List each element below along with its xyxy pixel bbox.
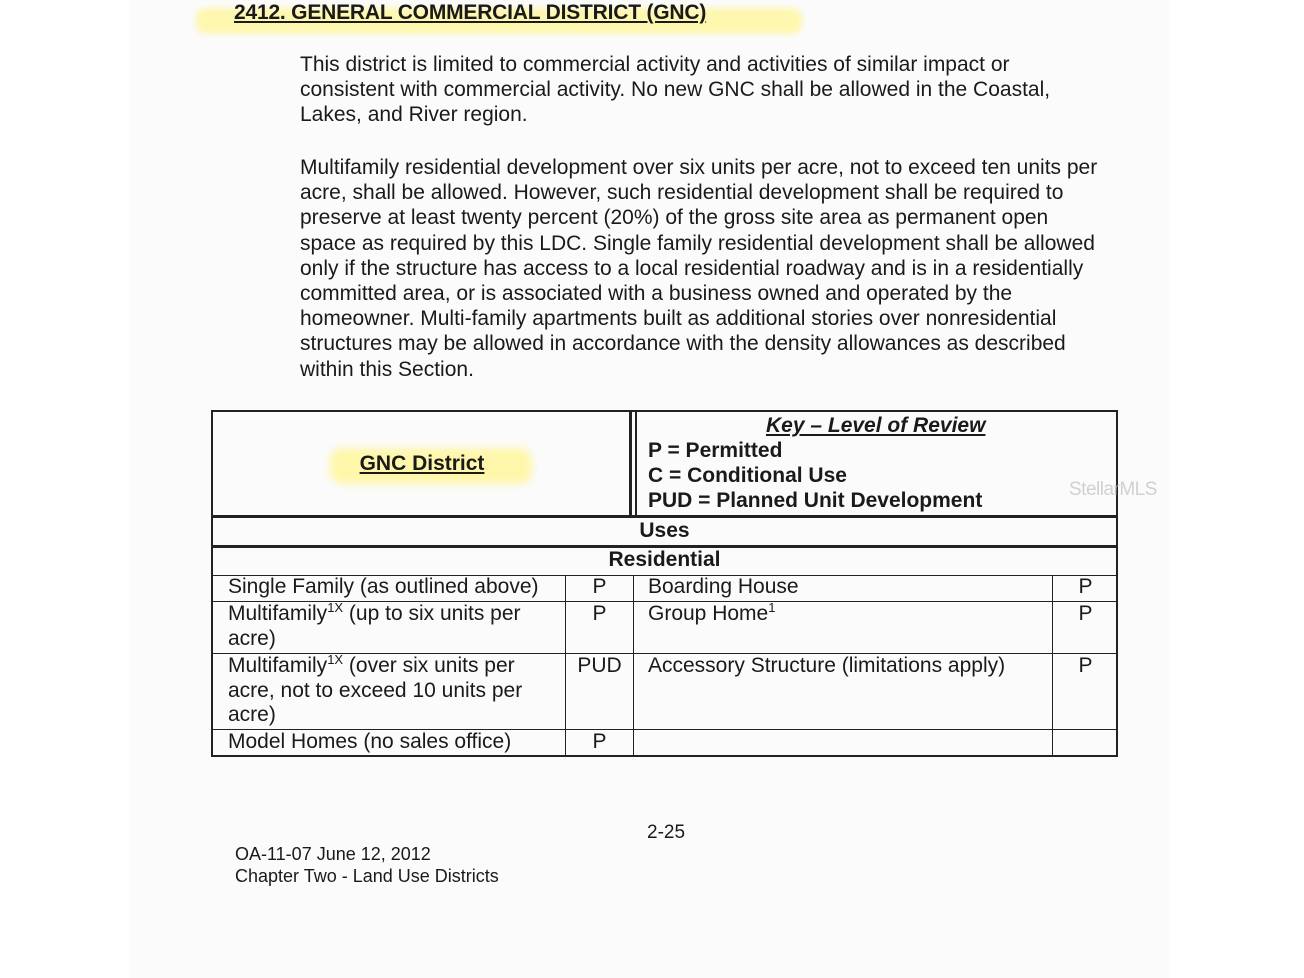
table-row-2-left-use: Multifamily$^{1X}$ (up to six units per acre)	[228, 600, 521, 650]
residential-label: Residential	[608, 548, 721, 571]
key-title: Key – Level of Review	[766, 414, 986, 437]
page-number: 2-25	[647, 822, 686, 843]
column-rule	[633, 575, 634, 757]
table-row-2-right-code: P	[1078, 602, 1093, 625]
footer-chapter: Chapter Two - Land Use Districts	[235, 865, 499, 886]
uses-label: Uses	[639, 519, 690, 542]
table-row-1-left-use: Single Family (as outlined above)	[228, 575, 539, 598]
table-row-2-right-use: Group Home$^1$	[648, 600, 776, 625]
header-divider	[629, 412, 637, 516]
key-permitted: P = Permitted	[648, 439, 783, 462]
key-pud: PUD = Planned Unit Development	[648, 489, 983, 512]
table-row-4-left-code: P	[592, 730, 607, 753]
table-row-3-right-code: P	[1078, 654, 1093, 677]
paragraph-residential-rules: Multifamily residential development over six units per acre, not to exceed ten units per acre, shall be allowed. However, such residential development shall be required to preserve at least twenty percent (20%) of the gross site area as permanent open space as required by this LDC. Single family residential development shall be allowed only if the structure has access to a local residential roadway and is in a residentially committed area, or is associated with a business owned and operated by the homeowner. Multi-family apartments built as additional stories over nonresidential structures may be allowed in accordance with the density allowances as described within this Section.	[300, 156, 1098, 381]
table-row-2-left-code: P	[592, 602, 607, 625]
table-row-3-left-use: Multifamily$^{1X}$ (over six units per acre, not to exceed 10 units per acre)	[228, 652, 523, 726]
district-label: GNC District	[359, 452, 485, 475]
table-row-3-right-use: Accessory Structure (limitations apply)	[648, 654, 1006, 677]
footer	[235, 844, 499, 887]
section-heading: 2412. GENERAL COMMERCIAL DISTRICT (GNC)	[234, 1, 707, 24]
table-rule	[211, 515, 1118, 518]
table-row-1-right-use: Boarding House	[648, 575, 799, 598]
footer-ordinance: OA-11-07 June 12, 2012	[235, 844, 431, 864]
key-conditional: C = Conditional Use	[648, 464, 847, 487]
table-row-3-left-code: PUD	[577, 654, 622, 677]
district-header-cell	[213, 412, 631, 516]
table-row-4-left-use: Model Homes (no sales office)	[228, 730, 512, 753]
review-key	[648, 413, 985, 513]
watermark: StellarMLS	[1069, 479, 1157, 500]
paragraph-district-purpose: This district is limited to commercial activity and activities of similar impact or consistent with commercial activity. No new GNC shall be allowed in the Coastal, Lakes, and River region.	[300, 53, 1051, 127]
table-row-1-left-code: P	[592, 575, 607, 598]
table-row-1-right-code: P	[1078, 575, 1093, 598]
